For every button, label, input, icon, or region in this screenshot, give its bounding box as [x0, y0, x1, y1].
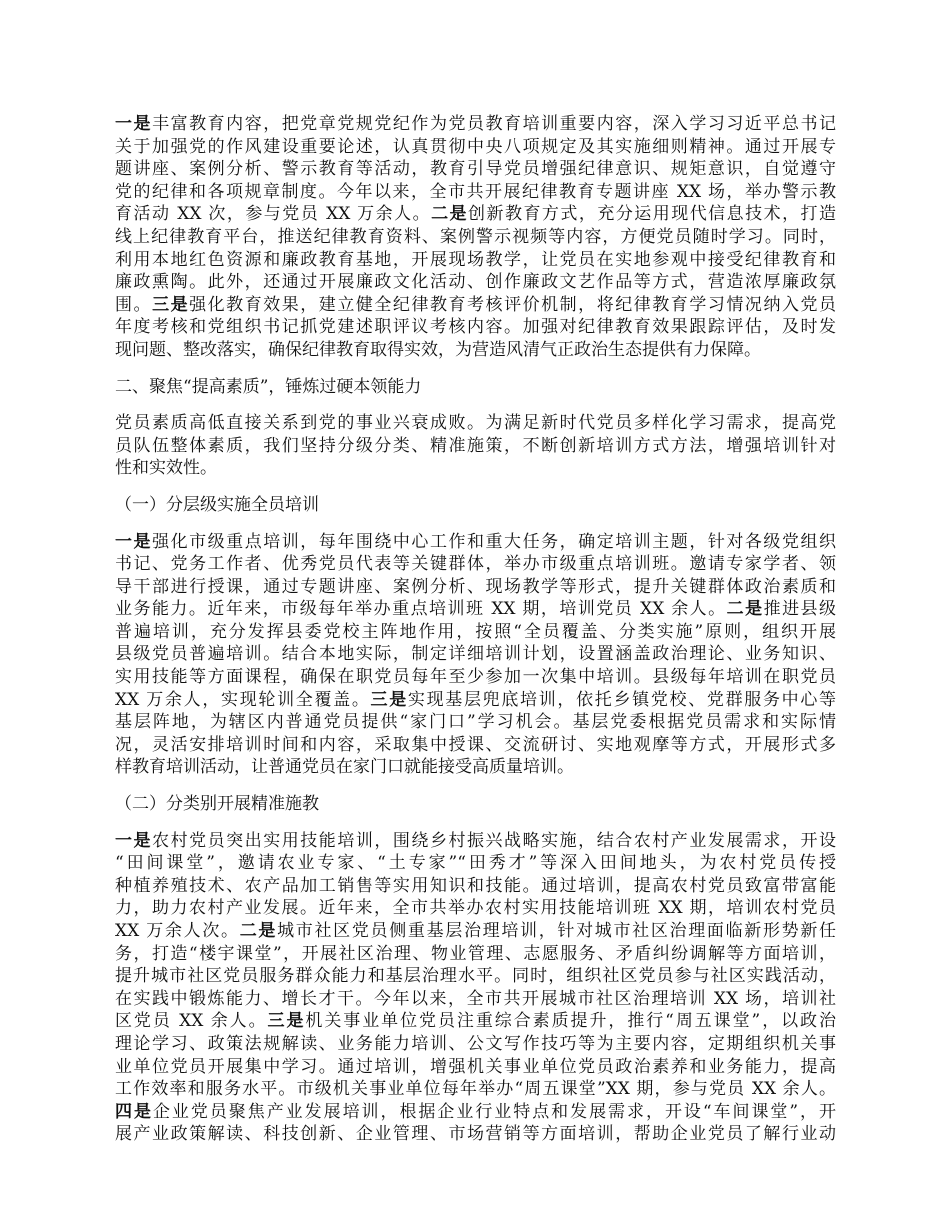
text-run: 导干部进行授课，通过专题讲座、案例分析、现场教学等形式，提升关键群体政治素质和: [115, 576, 836, 597]
text-line: [115, 756, 836, 779]
text-run: 样教育培训活动，让普通党员在家门口就能接受高质量培训。: [115, 757, 574, 778]
text-line: [115, 897, 836, 920]
paragraph: [115, 531, 836, 780]
paragraph: [115, 412, 836, 480]
text-line: [115, 1078, 836, 1101]
text-run: XX 万余人次。: [115, 921, 240, 941]
text-line: [115, 226, 836, 249]
text-line: [115, 113, 836, 136]
paragraph: [115, 113, 836, 362]
text-line: [115, 965, 836, 988]
text-run: 在实践中锻炼能力、增长才干。今年以来，全市共开展城市社区治理培训 XX 场，培训社: [115, 988, 836, 1009]
text-line: [115, 1010, 836, 1033]
text-run: 年度考核和党组织书记抓党建述职评议考核内容。加强对纪律教育效果跟踪评估，及时发: [115, 317, 836, 338]
text-line: [115, 457, 836, 480]
text-run: 提升城市社区党员服务群众能力和基层治理水平。同时，组织社区党员参与社区实践活动，: [115, 966, 836, 987]
text-line: [115, 412, 836, 435]
text-run: 廉政熏陶。此外，还通过开展廉政文化活动、创作廉政文艺作品等方式，营造浓厚廉政氛: [115, 272, 836, 293]
text-run: 推进县级: [763, 599, 837, 620]
text-run: “田间课堂”，邀请农业专家、“土专家”“田秀才”等深入田间地头，为农村党员传授: [115, 853, 836, 874]
text-line: [115, 643, 836, 666]
bold-lead-phrase: 一是: [115, 114, 153, 134]
text-run: 线上纪律教育平台，推送纪律教育资料、案例警示视频等内容，方便党员随时学习。同时，: [115, 226, 836, 247]
text-run: 力，助力农村产业发展。近年来，全市共举办农村实用技能培训班 XX 期，培训农村党员: [115, 898, 836, 919]
text-run: 业务能力。近年来，市级每年举办重点培训班 XX 期，培训党员 XX 余人。: [115, 599, 727, 620]
text-line: [115, 734, 836, 757]
text-run: 强化教育效果，建立健全纪律教育考核评价机制，将纪律教育学习情况纳入党员: [189, 294, 837, 315]
text-line: [115, 1056, 836, 1079]
text-run: 机关事业单位党员注重综合素质提升，推行“周五课堂”，以政治: [305, 1011, 836, 1032]
text-line: [115, 666, 836, 689]
text-run: 城市社区党员侧重基层治理培训，针对城市社区治理面临新形势新任: [277, 921, 837, 941]
section-heading: （二）分类别开展精准施教: [115, 794, 319, 815]
text-line: [115, 435, 836, 458]
text-line: [115, 920, 836, 943]
text-run: 关于加强党的作风建设重要论述，认真贯彻中央八项规定及其实施细则精神。通过开展专: [115, 136, 836, 157]
section-heading: （一）分层级实施全员培训: [115, 494, 319, 515]
text-run: 围。: [115, 294, 153, 315]
text-line: [115, 181, 836, 204]
text-run: 普遍培训，充分发挥县委党校主阵地作用，按照“全员覆盖、分类实施”原则，组织开展: [115, 621, 836, 642]
text-line: [115, 830, 836, 853]
text-run: 现问题、整改落实，确保纪律教育取得实效，为营造风清气正政治生态提供有力保障。: [115, 339, 761, 360]
text-line: [115, 598, 836, 621]
text-run: 农村党员突出实用技能培训，围绕乡村振兴战略实施，结合农村产业发展需求，开设: [152, 830, 837, 851]
text-line: [115, 711, 836, 734]
bold-lead-phrase: 三是: [370, 689, 408, 710]
text-run: 实用技能等方面课程，确保在职党员每年至少参加一次集中培训。县级每年培训在职党员: [115, 667, 836, 688]
text-line: [115, 294, 836, 317]
text-run: 党员素质高低直接关系到党的事业兴衰成败。为满足新时代党员多样化学习需求，提高党: [115, 413, 836, 434]
text-run: 县级党员普遍培训。结合本地实际，制定详细培训计划，设置涵盖政治理论、业务知识、: [115, 644, 836, 665]
bold-lead-phrase: 一是: [115, 830, 153, 851]
text-line: [115, 988, 836, 1011]
text-line: [115, 852, 836, 875]
bold-lead-phrase: 一是: [115, 531, 153, 552]
text-run: 业单位党员开展集中学习。通过培训，增强机关事业单位党员政治素养和业务能力，提高: [115, 1056, 836, 1077]
text-run: 性和实效性。: [115, 458, 217, 479]
text-line: [115, 158, 836, 181]
text-run: 题讲座、案例分析、警示教育等活动，教育引导党员增强纪律意识、规矩意识，自觉遵守: [115, 159, 836, 180]
bold-lead-phrase: 二是: [239, 921, 278, 941]
text-line: [115, 316, 836, 339]
text-line: [115, 576, 836, 599]
text-line: [115, 1033, 836, 1056]
text-line: [115, 553, 836, 576]
text-line: [115, 531, 836, 554]
bold-lead-phrase: 三是: [267, 1011, 306, 1032]
text-run: 创新教育方式，充分运用现代信息技术，打造: [468, 204, 837, 225]
text-run: 种植养殖技术、农产品加工销售等实用知识和技能。通过培训，提高农村党员致富带富能: [115, 875, 836, 896]
text-line: [115, 249, 836, 272]
text-run: 理论学习、政策法规解读、业务能力培训、公文写作技巧等为主要内容，定期组织机关事: [115, 1033, 836, 1054]
text-line: [115, 875, 836, 898]
text-run: 展产业政策解读、科技创新、企业管理、市场营销等方面培训，帮助企业党员了解行业动: [115, 1124, 836, 1145]
bold-lead-phrase: 二是: [726, 599, 764, 620]
text-run: 企业党员聚焦产业发展培训，根据企业行业特点和发展需求，开设“车间课堂”，开: [152, 1101, 837, 1122]
bold-lead-phrase: 四是: [115, 1101, 153, 1122]
text-run: 工作效率和服务水平。市级机关事业单位每年举办“周五课堂”XX 期，参与党员 XX 余人。: [115, 1079, 836, 1100]
text-line: [115, 1123, 836, 1146]
text-run: 况，灵活安排培训时间和内容，采取集中授课、交流研讨、实地观摩等方式，开展形式多: [115, 734, 836, 755]
bold-lead-phrase: 三是: [152, 294, 190, 315]
text-line: [115, 621, 836, 644]
text-run: 育活动 XX 次，参与党员 XX 万余人。: [115, 204, 432, 225]
document-body: [115, 113, 836, 1160]
text-run: 书记、党务工作者、优秀党员代表等关键群体，举办市级重点培训班。邀请专家学者、领: [115, 554, 836, 575]
text-run: 实现基层兜底培训，依托乡镇党校、党群服务中心等: [407, 689, 837, 710]
text-run: 基层阵地，为辖区内普通党员提供“家门口”学习机会。基层党委根据党员需求和实际情: [115, 712, 836, 733]
text-run: 强化市级重点培训，每年围绕中心工作和重大任务，确定培训主题，针对各级党组织: [152, 531, 837, 552]
text-line: [115, 271, 836, 294]
text-run: 员队伍整体素质，我们坚持分级分类、精准施策，不断创新培训方式方法，增强培训针对: [115, 435, 836, 456]
paragraph: [115, 830, 836, 1146]
text-run: 区党员 XX 余人。: [115, 1011, 268, 1032]
text-line: [115, 339, 836, 362]
bold-lead-phrase: 二是: [431, 204, 469, 225]
text-run: 务，打造“楼宇课堂”，开展社区治理、物业管理、志愿服务、矛盾纠纷调解等方面培训，: [115, 943, 836, 964]
text-run: 丰富教育内容，把党章党规党纪作为党员教育培训重要内容，深入学习习近平总书记: [152, 114, 837, 134]
text-run: 利用本地红色资源和廉政教育基地，开展现场教学，让党员在实地参观中接受纪律教育和: [115, 249, 836, 270]
text-line: [115, 1101, 836, 1124]
text-line: [115, 203, 836, 226]
text-line: [115, 689, 836, 712]
text-run: 党的纪律和各项规章制度。今年以来，全市共开展纪律教育专题讲座 XX 场，举办警示教: [115, 181, 836, 202]
text-line: [115, 943, 836, 966]
section-heading: 二、聚焦“提高素质”，锤炼过硬本领能力: [115, 376, 422, 397]
text-run: XX 万余人，实现轮训全覆盖。: [115, 689, 371, 710]
text-line: [115, 136, 836, 159]
